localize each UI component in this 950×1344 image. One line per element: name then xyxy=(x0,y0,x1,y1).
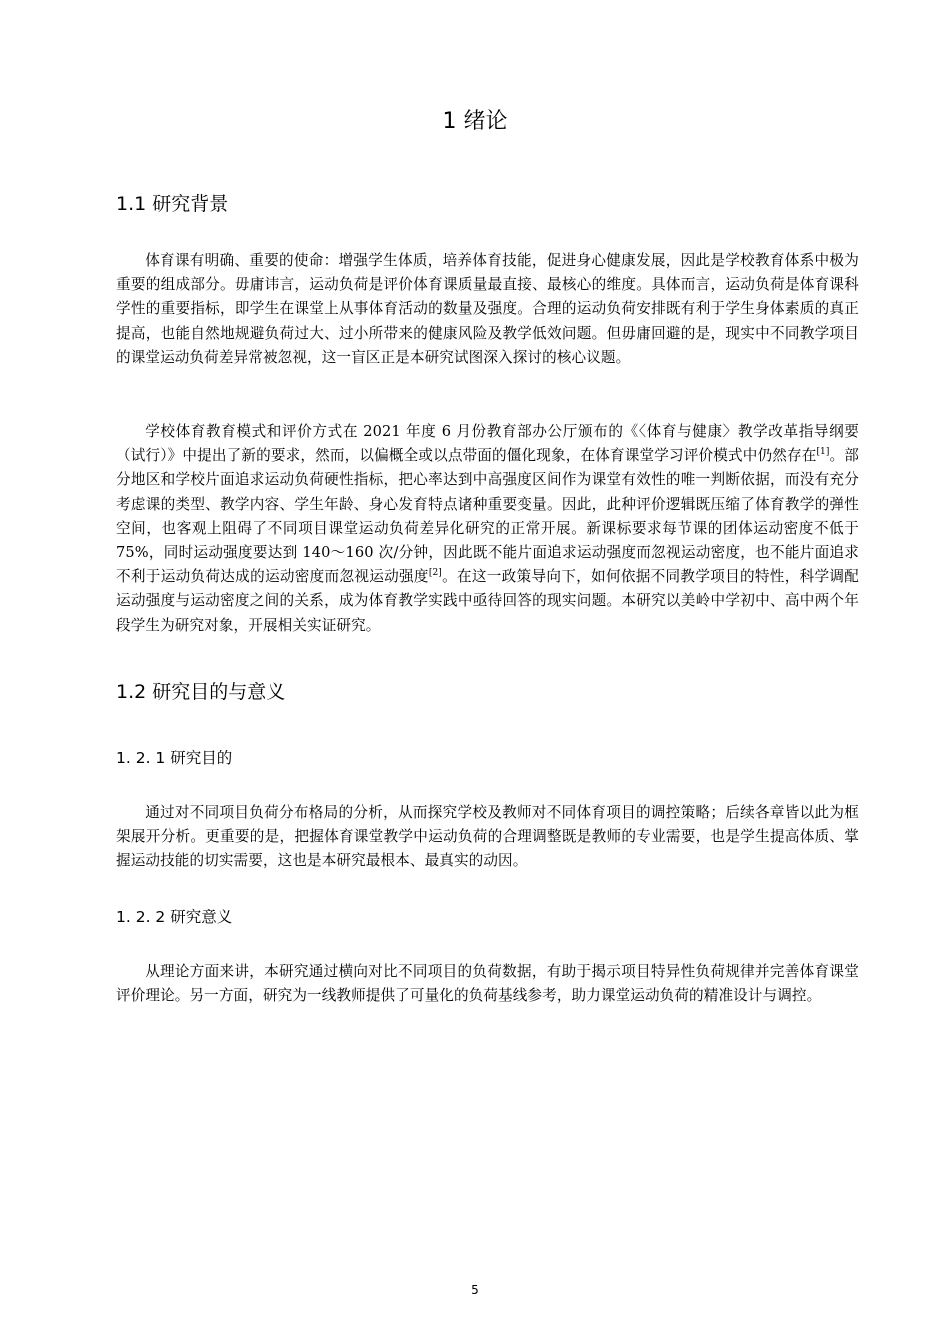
paragraph-text: 学校体育教育模式和评价方式在 2021 年度 6 月份教育部办公厅颁布的《〈体育与健康〉教学改革指导纲要（试行）》中提出了新的要求，然而，以偏概全或以点带面的僵化现象，在体育课堂学习评价模式中仍然存在 xyxy=(116,423,859,465)
paragraph-significance: 从理论方面来讲，本研究通过横向对比不同项目的负荷数据，有助于揭示项目特异性负荷规律并完善体育课堂评价理论。另一方面，研究为一线教师提供了可量化的负荷基线参考，助力课堂运动负荷的精准设计与调控。 xyxy=(116,963,859,1005)
paragraph-text: 。部分地区和学校片面追求运动负荷硬性指标，把心率达到中高强度区间作为课堂有效性的唯一判断依据，而没有充分考虑课的类型、教学内容、学生年龄、身心发育特点诸种重要变量。因此，此种评价逻辑既压缩了体育教学的弹性空间，也客观上阻碍了不同项目课堂运动负荷差异化研究的正常开展。新课标要求每节课的团体运动密度不低于 75%，同时运动强度要达到 140～160 次/分钟，因此既不能片面追求运动强度而忽视运动密度，也不能片面追求不利于运动负荷达成的运动密度而忽视运动强度 xyxy=(116,447,859,586)
subsection-heading-1-2-1: 1. 2. 1 研究目的 xyxy=(116,749,233,767)
paragraph-background-1: 体育课有明确、重要的使命：增强学生体质，培养体育技能，促进身心健康发展，因此是学校教育体系中极为重要的组成部分。毋庸讳言，运动负荷是评价体育课质量最直接、最核心的维度。具体而言，运动负荷是体育课科学性的重要指标，即学生在课堂上从事体育活动的数量及强度。合理的运动负荷安排既有利于学生身体素质的真正提高，也能自然地规避负荷过大、过小所带来的健康风险及教学低效问题。但毋庸回避的是，现实中不同教学项目的课堂运动负荷差异常被忽视，这一盲区正是本研究试图深入探讨的核心议题。 xyxy=(116,252,859,366)
section-heading-1-1: 1.1 研究背景 xyxy=(116,193,229,215)
citation-ref-1: [1] xyxy=(816,447,830,458)
citation-ref-2: [2] xyxy=(428,568,442,579)
subsection-heading-1-2-2: 1. 2. 2 研究意义 xyxy=(116,908,233,926)
paragraph-purpose: 通过对不同项目负荷分布格局的分析，从而探究学校及教师对不同体育项目的调控策略；后续各章皆以此为框架展开分析。更重要的是，把握体育课堂教学中运动负荷的合理调整既是教师的专业需要，也是学生提高体质、掌握运动技能的切实需要，这也是本研究最根本、最真实的动因。 xyxy=(116,804,859,870)
chapter-title: 1 绪论 xyxy=(442,109,508,134)
section-heading-1-2: 1.2 研究目的与意义 xyxy=(116,681,286,703)
page-number: 5 xyxy=(471,1283,479,1297)
paragraph-background-2 xyxy=(116,420,859,638)
paragraph-text: 。在这一政策导向下，如何依据不同教学项目的特性，科学调配运动强度与运动密度之间的关系，成为体育教学实践中亟待回答的现实问题。本研究以美岭中学初中、高中两个年段学生为研究对象，开展相关实证研究。 xyxy=(116,568,859,634)
